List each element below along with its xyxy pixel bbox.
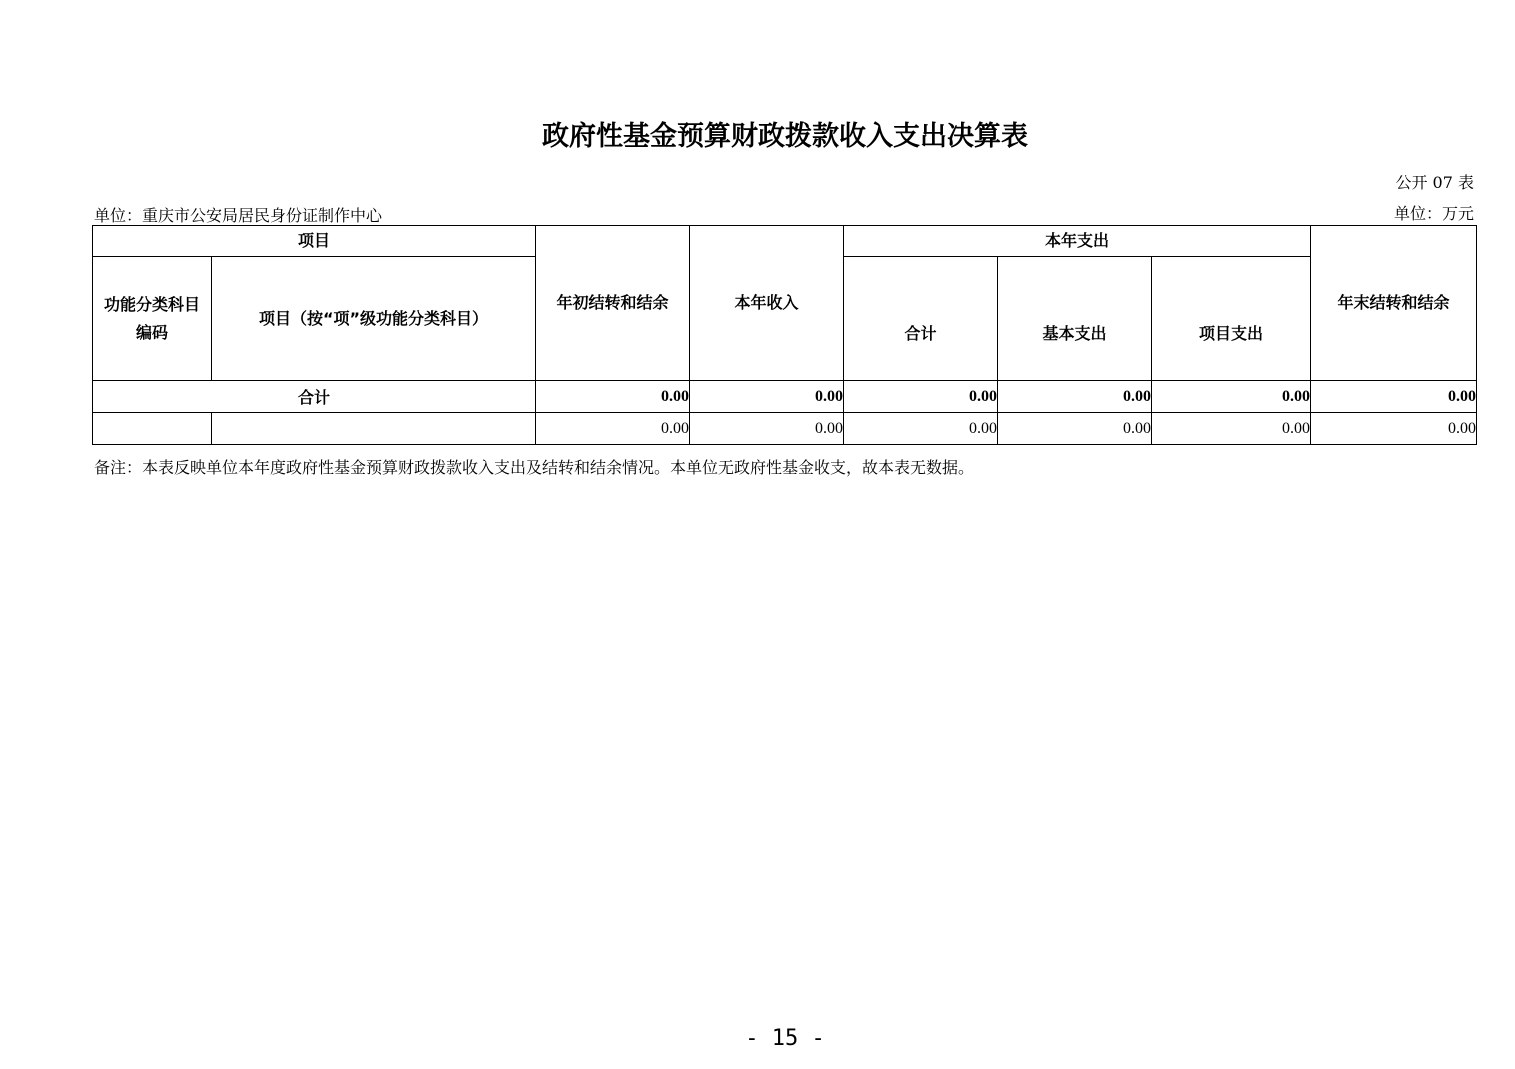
page-title: 政府性基金预算财政拨款收入支出决算表 xyxy=(542,121,1028,152)
header-end-balance: 年末结转和结余 xyxy=(1311,226,1477,381)
total-end-balance: 0.00 xyxy=(1311,381,1477,413)
header-income: 本年收入 xyxy=(690,226,844,381)
header-project-detail: 项目（按“项”级功能分类科目） xyxy=(212,257,536,381)
table-row xyxy=(93,413,1477,445)
header-exp-basic: 基本支出 xyxy=(998,257,1152,381)
row-name xyxy=(212,413,536,445)
unit-organization: 单位：重庆市公安局居民身份证制作中心 xyxy=(94,206,383,225)
header-begin-balance: 年初结转和结余 xyxy=(536,226,690,381)
total-exp-basic: 0.00 xyxy=(998,381,1152,413)
total-begin-balance: 0.00 xyxy=(536,381,690,413)
row-end-balance: 0.00 xyxy=(1311,413,1477,445)
footnote: 备注：本表反映单位本年度政府性基金预算财政拨款收入支出及结转和结余情况。本单位无政府性基金收支，故本表无数据。 xyxy=(94,458,975,477)
total-exp-total: 0.00 xyxy=(844,381,998,413)
header-row-1 xyxy=(93,226,1477,257)
budget-table xyxy=(92,225,1477,445)
header-exp-total: 合计 xyxy=(844,257,998,381)
row-begin-balance: 0.00 xyxy=(536,413,690,445)
header-code: 功能分类科目编码 xyxy=(93,257,212,381)
total-row xyxy=(93,381,1477,413)
total-income: 0.00 xyxy=(690,381,844,413)
row-exp-basic: 0.00 xyxy=(998,413,1152,445)
unit-currency: 单位：万元 xyxy=(1393,204,1474,223)
header-expenditure: 本年支出 xyxy=(844,226,1311,257)
total-label: 合计 xyxy=(93,381,536,413)
row-exp-total: 0.00 xyxy=(844,413,998,445)
form-number: 公开 07 表 xyxy=(1395,173,1474,192)
row-code xyxy=(93,413,212,445)
header-exp-project: 项目支出 xyxy=(1152,257,1311,381)
total-exp-project: 0.00 xyxy=(1152,381,1311,413)
row-exp-project: 0.00 xyxy=(1152,413,1311,445)
header-project: 项目 xyxy=(93,226,536,257)
page-number: - 15 - xyxy=(745,1026,825,1051)
row-income: 0.00 xyxy=(690,413,844,445)
